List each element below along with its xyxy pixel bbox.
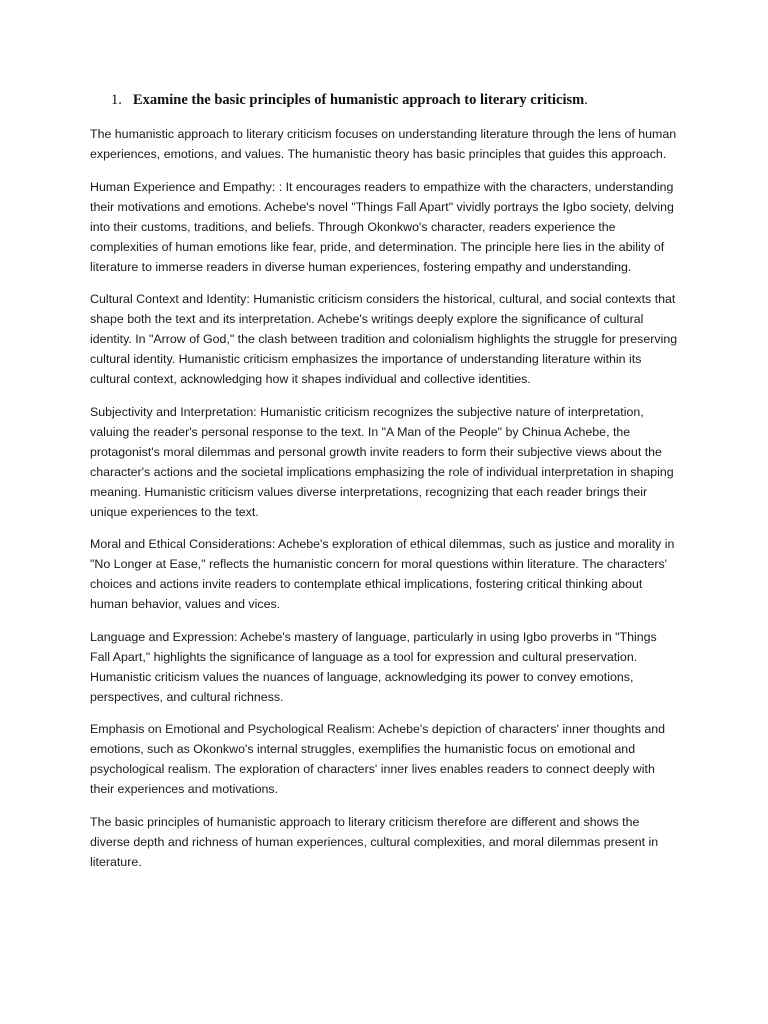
paragraph-intro: The humanistic approach to literary criticism focuses on understanding literature through the lens of human experiences, emotions, and values. The humanistic theory has basic principles that guides this approach. — [90, 127, 677, 161]
paragraph-human-experience: Human Experience and Empathy: : It encourages readers to empathize with the characters, understanding their motivations and emotions. Achebe's novel "Things Fall Apart" vividly portrays the Igbo society, delving into their customs, traditions, and beliefs. Through Okonkwo's character, readers experience the complexities of human emotions like fear, pride, and determination. The principle here lies in the ability of literature to immerse readers in diverse human experiences, fostering empathy and understanding. — [90, 179, 674, 274]
paragraph-subjectivity: Subjectivity and Interpretation: Humanistic criticism recognizes the subjective nature of interpretation, valuing the reader's personal response to the text. In "A Man of the People" by Chinua Achebe, the protagonist's moral dilemmas and personal growth invite readers to form their subjective views about the character's actions and the societal implications emphasizing the role of individual interpretation in shaping meaning. Humanistic criticism values diverse interpretations, recognizing that each reader brings their unique experiences to the text. — [90, 404, 674, 519]
paragraph-conclusion: The basic principles of humanistic approach to literary criticism therefore are different and shows the diverse depth and richness of human experiences, cultural complexities, and moral dilemmas present in literature. — [90, 814, 659, 869]
paragraph-emotional-realism: Emphasis on Emotional and Psychological Realism: Achebe's depiction of characters' inner thoughts and emotions, such as Okonkwo's internal struggles, exemplifies the humanistic focus on emotional and psychological realism. The exploration of characters' inner lives enables readers to connect deeply with their experiences and motivations. — [90, 722, 666, 796]
question-title: Examine the basic principles of humanistic approach to literary criticism — [133, 92, 585, 108]
question-heading — [111, 92, 711, 109]
paragraph-language-expression: Language and Expression: Achebe's mastery of language, particularly in using Igbo proverbs in "Things Fall Apart," highlights the significance of language as a tool for expression and cultural preservation. Humanistic criticism values the nuances of language, acknowledging its power to convey emotions, perspectives, and cultural richness. — [90, 629, 657, 704]
paragraph-cultural-context: Cultural Context and Identity: Humanistic criticism considers the historical, cultural, and social contexts that shape both the text and its interpretation. Achebe's writings deeply explore the significance of cultural identity. In "Arrow of God," the clash between tradition and colonialism highlights the struggle for preserving cultural identity. Humanistic criticism emphasizes the importance of understanding literature within its cultural context, acknowledging how it shapes individual and collective identities. — [90, 292, 678, 386]
question-number: 1. — [111, 92, 122, 108]
answer-body — [90, 124, 680, 884]
question-title-period: . — [584, 92, 588, 108]
paragraph-moral-ethical: Moral and Ethical Considerations: Achebe's exploration of ethical dilemmas, such as justice and morality in "No Longer at Ease," reflects the humanistic concern for moral questions within literature. The characters' choices and actions invite readers to contemplate ethical implications, fostering critical thinking about human behavior, values and vices. — [90, 537, 675, 611]
